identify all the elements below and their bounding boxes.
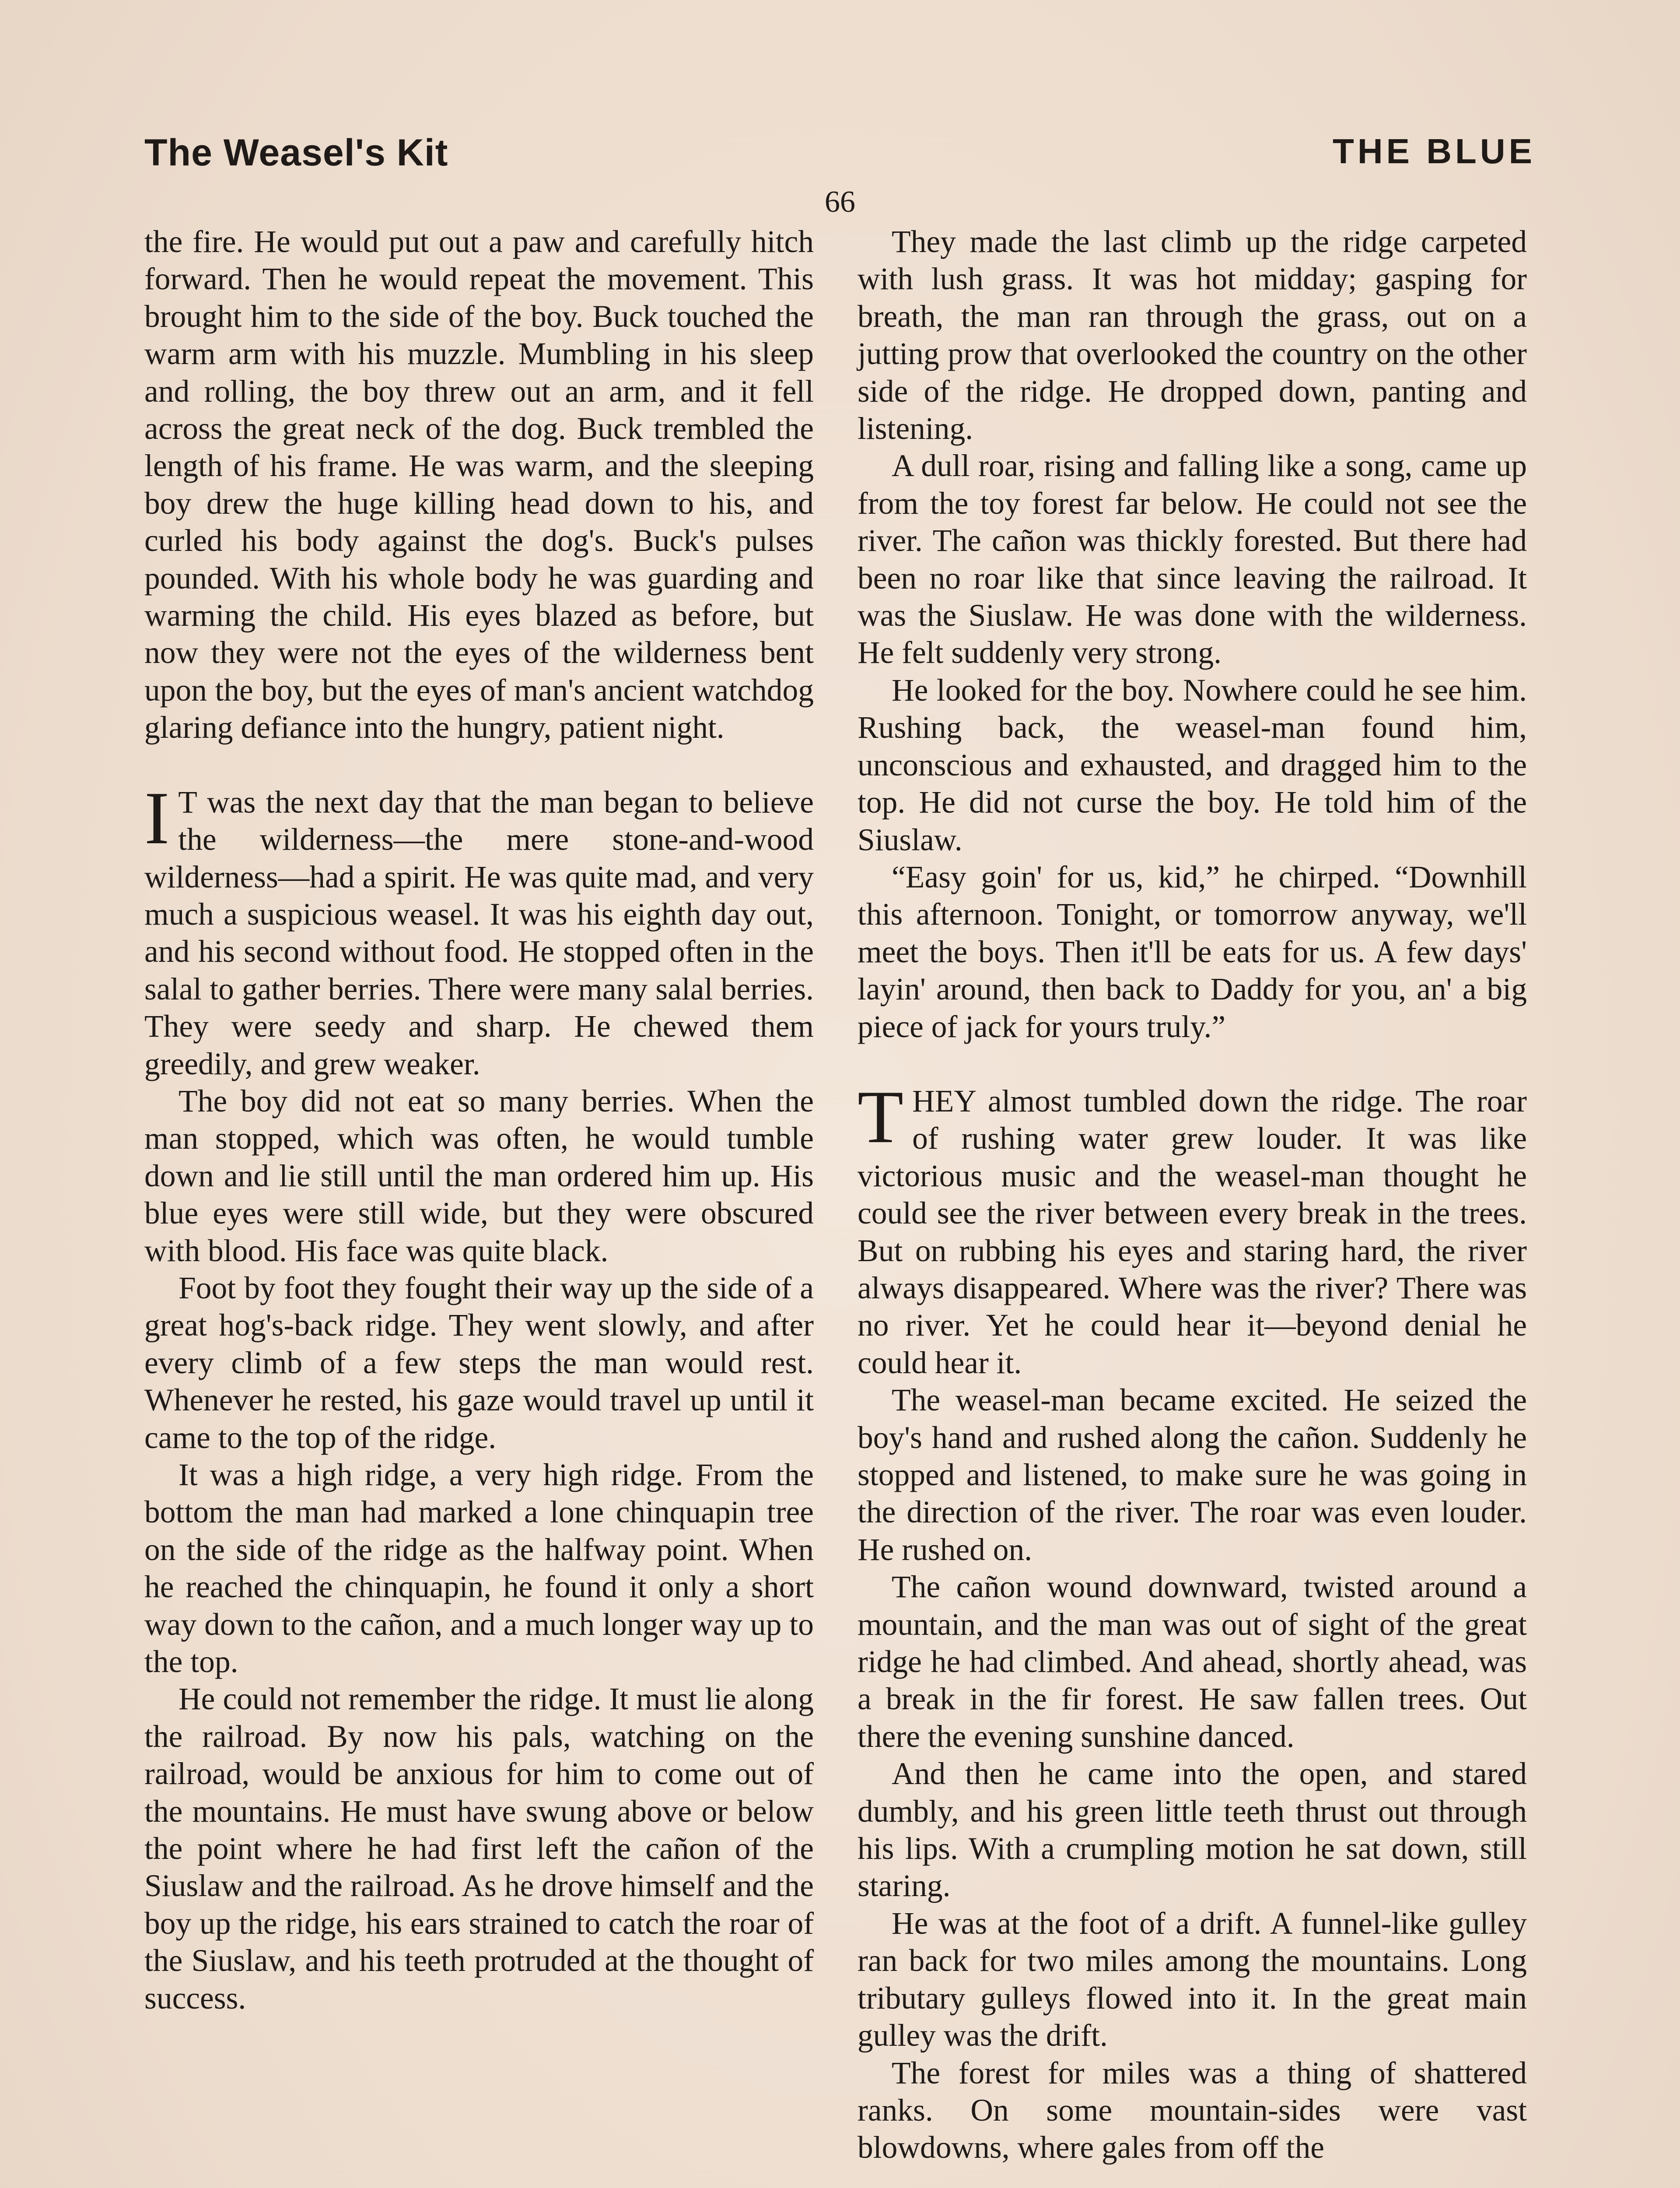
story-title: The Weasel's Kit — [144, 132, 448, 174]
paragraph: They made the last climb up the ridge carpeted with lush grass. It was hot midday; gasping for breath, the man ran through the grass, out on a jutting prow that overlooked the country on the other side of the ridge. He dropped down, panting and listening. — [858, 224, 1527, 446]
paragraph-text: HEY almost tumbled down the ridge. The roar of rushing water grew louder. It was like victorious music and the weasel-man thought he could see the river between every break in the trees. But on rubbing his eyes and staring hard, the river always disappeared. Where was the river? There was no river. Yet he could hear it—beyond denial he could hear it. — [858, 1083, 1527, 1380]
paragraph: He was at the foot of a drift. A funnel-like gulley ran back for two miles among the mountains. Long tributary gulleys flowed into it. In the great main gulley was the drift. — [858, 1906, 1527, 2053]
paragraph: “Easy goin' for us, kid,” he chirped. “Downhill this afternoon. Tonight, or tomorrow anyway, we'll meet the boys. Then it'll be eats for us. A few days' layin' around, then back to Daddy for you, an' a big piece of jack for yours truly.” — [858, 859, 1527, 1044]
paragraph: It was a high ridge, a very high ridge. From the bottom the man had marked a lone chinquapin tree on the side of the ridge as the halfway point. When he reached the chinquapin, he found it only a short way down to the cañon, and a much longer way up to the top. — [144, 1458, 814, 1680]
paragraph: He looked for the boy. Nowhere could he see him. Rushing back, the weasel-man found him, unconscious and exhausted, and dragged him to the top. He did not curse the boy. He told him of the Siuslaw. — [858, 673, 1527, 857]
paragraph: And then he came into the open, and stared dumbly, and his green little teeth thrust out through his lips. With a crumpling motion he sat down, still staring. — [858, 1757, 1527, 1904]
left-column — [144, 223, 814, 2017]
running-head — [144, 131, 1536, 184]
section-paragraph — [144, 776, 814, 1083]
drop-cap: I — [144, 776, 170, 860]
paragraph: The forest for miles was a thing of shattered ranks. On some mountain-sides were vast blowdowns, where gales from off the — [858, 2055, 1527, 2165]
paragraph: He could not remember the ridge. It must lie along the railroad. By now his pals, watching on the railroad, would be anxious for him to come out of the mountains. He must have swung above or below the point where he had first left the cañon of the Siuslaw and the railroad. As he drove himself and the boy up the ridge, his ears strained to catch the roar of the Siuslaw, and his teeth protruded at the thought of success. — [144, 1682, 814, 2016]
paragraph: A dull roar, rising and falling like a song, came up from the toy forest far below. He could not see the river. The cañon was thickly forested. But there had been no roar like that since leaving the railroad. It was the Siuslaw. He was done with the wilderness. He felt suddenly very strong. — [858, 449, 1527, 670]
paragraph: The boy did not eat so many berries. When the man stopped, which was often, he would tumble down and lie still until the man ordered him up. His blue eyes were still wide, but they were obscured with blood. His face was quite black. — [144, 1083, 814, 1268]
page-number: 66 — [825, 185, 855, 219]
paragraph: Foot by foot they fought their way up the side of a great hog's-back ridge. They went slowly, and after every climb of a few steps the man would rest. Whenever he rested, his gaze would travel up until it came to the top of the ridge. — [144, 1270, 814, 1455]
paragraph: The cañon wound downward, twisted around a mountain, and the man was out of sight of the great ridge he had climbed. And ahead, shortly ahead, was a break in the fir forest. He saw fallen trees. Out there the evening sunshine danced. — [858, 1570, 1527, 1754]
paragraph: The weasel-man became excited. He seized the boy's hand and rushed along the cañon. Suddenly he stopped and listened, to make sure he was going in the direction of the river. The roar was even louder. He rushed on. — [858, 1383, 1527, 1567]
magazine-title: THE BLUE — [1333, 132, 1536, 171]
paragraph: the fire. He would put out a paw and carefully hitch forward. Then he would repeat the movement. This brought him to the side of the boy. Buck touched the warm arm with his muzzle. Mumbling in his sleep and rolling, the boy threw out an arm, and it fell across the great neck of the dog. Buck trembled the length of his frame. He was warm, and the sleeping boy drew the huge killing head down to his, and curled his body against the dog's. Buck's pulses pounded. With his whole body he was guarding and warming the child. His eyes blazed as before, but now they were not the eyes of the wilderness bent upon the boy, but the eyes of man's ancient watchdog glaring defiance into the hungry, patient night. — [144, 224, 814, 745]
section-paragraph — [858, 1075, 1527, 1382]
right-column — [858, 223, 1527, 2167]
drop-cap: T — [858, 1075, 904, 1159]
paragraph-text: T was the next day that the man began to believe the wilderness—the mere stone-and-wood wilderness—had a spirit. He was quite mad, and very much a suspicious weasel. It was his eighth day out, and his second without food. He stopped often in the salal to gather berries. There were many salal berries. They were seedy and sharp. He chewed them greedily, and grew weaker. — [144, 785, 814, 1081]
